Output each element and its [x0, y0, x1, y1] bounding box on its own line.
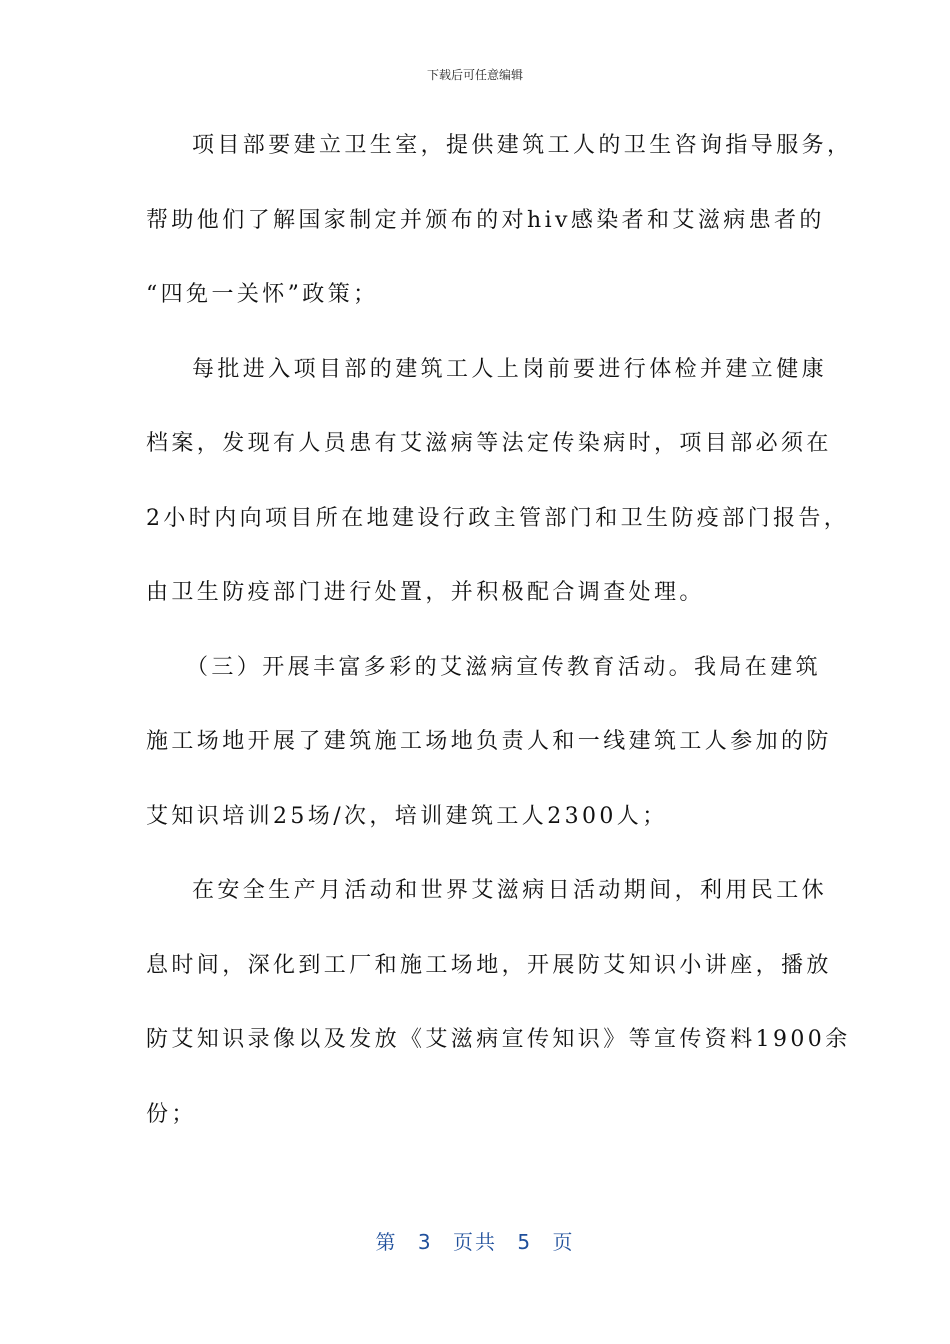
text-line-5: 档案，发现有人员患有艾滋病等法定传染病时，项目部必须在 — [146, 431, 832, 456]
footer-label-page: 第 — [375, 1230, 398, 1254]
page-footer — [0, 1226, 950, 1255]
text-line-9: 施工场地开展了建筑施工场地负责人和一线建筑工人参加的防 — [146, 729, 832, 754]
footer-page-number: 3 — [417, 1230, 433, 1254]
text-line-6: 2小时内向项目所在地建设行政主管部门和卫生防疫部门报告， — [146, 505, 850, 531]
text-line-10: 艾知识培训25场/次，培训建筑工人2300人； — [146, 803, 668, 829]
text-line-11: 在安全生产月活动和世界艾滋病日活动期间，利用民工休 — [192, 878, 828, 903]
footer-label-total: 页共 — [453, 1230, 497, 1254]
text-line-4: 每批进入项目部的建筑工人上岗前要进行体检并建立健康 — [192, 356, 828, 382]
body-text — [146, 128, 853, 1171]
text-line-2: 帮助他们了解国家制定并颁布的对hiv感染者和艾滋病患者的 — [146, 207, 825, 233]
text-line-7: 由卫生防疫部门进行处置，并积极配合调查处理。 — [146, 580, 705, 605]
header-note: 下载后可任意编辑 — [426, 68, 523, 82]
text-line-1: 项目部要建立卫生室，提供建筑工人的卫生咨询指导服务， — [192, 133, 853, 158]
text-line-3: “四免一关怀”政策； — [146, 282, 379, 307]
text-line-12: 息时间，深化到工厂和施工场地，开展防艾知识小讲座，播放 — [146, 952, 832, 978]
text-line-8: （三）开展丰富多彩的艾滋病宣传教育活动。我局在建筑 — [186, 654, 822, 680]
text-line-14: 份； — [146, 1101, 197, 1127]
footer-total-pages: 5 — [517, 1230, 533, 1254]
footer-label-end: 页 — [552, 1230, 575, 1254]
text-line-13: 防艾知识录像以及发放《艾滋病宣传知识》等宣传资料1900余 — [146, 1027, 851, 1052]
